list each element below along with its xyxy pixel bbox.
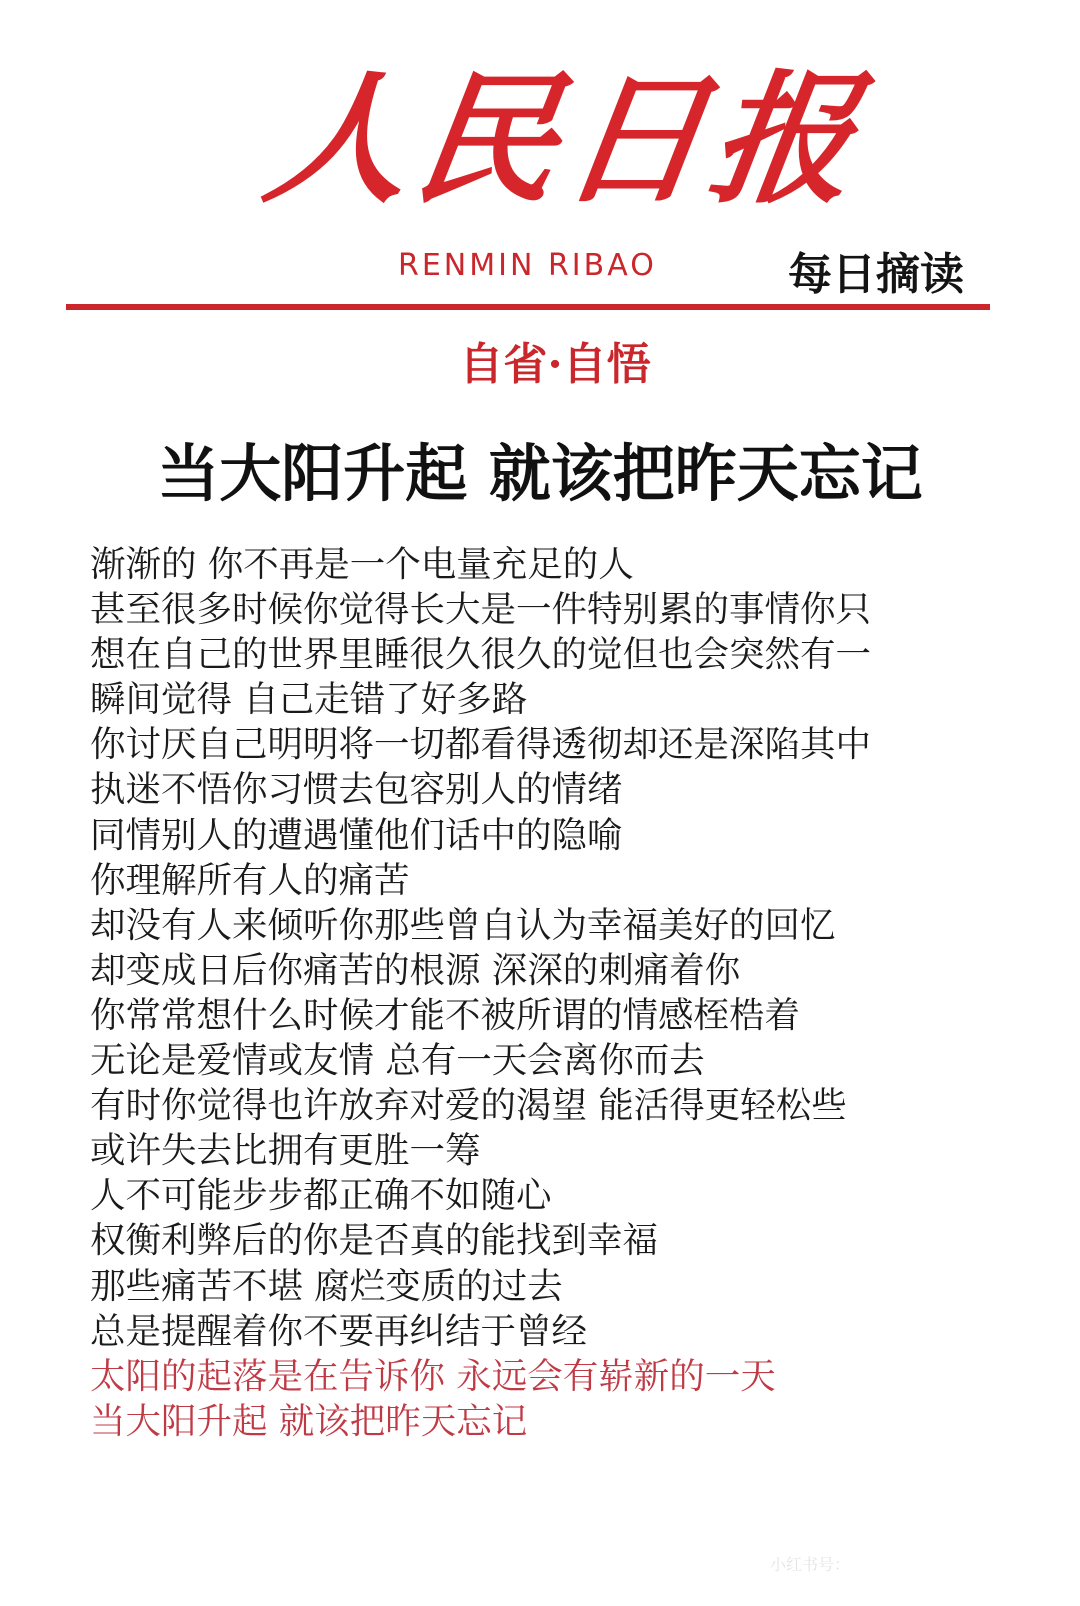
body-line: 权衡利弊后的你是否真的能找到幸福	[90, 1220, 659, 1262]
body-line: 同情别人的遭遇懂他们话中的隐喻	[90, 814, 623, 856]
body-line: 瞬间觉得 自己走错了好多路	[90, 679, 528, 721]
body-line: 无论是爱情或友情 总有一天会离你而去	[90, 1040, 705, 1082]
body-line: 总是提醒着你不要再纠结于曾经	[90, 1310, 588, 1352]
section-label: 自省·自悟	[459, 339, 651, 390]
body-line: 渐渐的 你不再是一个电量充足的人	[90, 544, 634, 585]
body-line-highlight: 太阳的起落是在告诉你 永远会有崭新的一天	[90, 1355, 776, 1397]
watermark: 小红书号：	[770, 1555, 851, 1574]
body-line: 想在自己的世界里睡很久很久的觉但也会突然有一	[90, 634, 872, 676]
body-line: 你常常想什么时候才能不被所谓的情感桎梏着	[90, 994, 801, 1036]
masthead-divider	[66, 304, 990, 310]
masthead-logo: 人民日报	[256, 57, 872, 223]
body-line: 你理解所有人的痛苦	[90, 859, 410, 901]
body-line: 却变成日后你痛苦的根源 深深的刺痛着你	[90, 949, 741, 991]
masthead-latin-name: RENMIN RIBAO	[398, 248, 657, 283]
column-tag: 每日摘读	[788, 249, 964, 300]
body-line: 那些痛苦不堪 腐烂变质的过去	[90, 1265, 563, 1307]
article-body	[90, 542, 990, 1444]
body-line: 人不可能步步都正确不如随心	[90, 1175, 552, 1217]
body-line: 却没有人来倾听你那些曾自认为幸福美好的回忆	[90, 904, 836, 946]
body-line: 或许失去比拥有更胜一筹	[90, 1130, 481, 1172]
body-line: 你讨厌自己明明将一切都看得透彻却还是深陷其中	[90, 724, 872, 766]
body-line-highlight: 当大阳升起 就该把昨天忘记	[90, 1400, 528, 1442]
body-line: 执迷不悟你习惯去包容别人的情绪	[90, 769, 623, 811]
body-line: 甚至很多时候你觉得长大是一件特别累的事情你只	[90, 589, 872, 631]
article-headline: 当大阳升起 就该把昨天忘记	[157, 437, 923, 510]
body-line: 有时你觉得也许放弃对爱的渴望 能活得更轻松些	[90, 1085, 847, 1127]
